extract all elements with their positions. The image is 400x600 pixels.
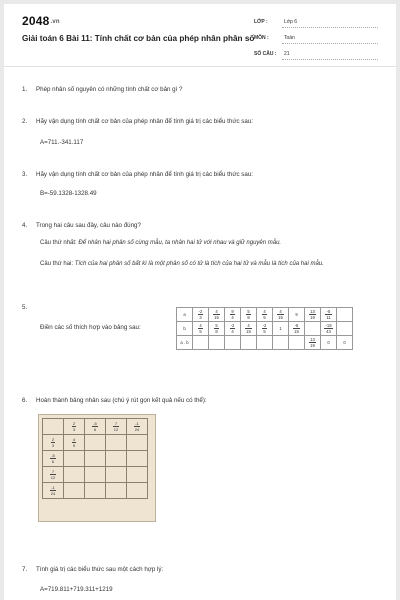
question-2-formula: A=711.-341.117 <box>40 139 84 146</box>
table-cell <box>43 419 64 435</box>
fill-table <box>176 307 353 350</box>
table-row <box>43 451 148 467</box>
table-cell <box>241 336 257 350</box>
fraction: $\frac{4}{5}$ <box>199 323 202 334</box>
question-5-text: Điền các số thích hợp vào bảng sau: <box>40 324 141 331</box>
table-cell: 0 <box>321 336 337 350</box>
table-row <box>43 419 148 435</box>
table-cell <box>321 308 337 322</box>
table-cell <box>225 322 241 336</box>
multiplication-table-image <box>38 414 156 522</box>
table-cell <box>106 419 127 435</box>
fraction: $\frac{-1}{24}$ <box>134 421 140 432</box>
table-cell <box>193 336 209 350</box>
table-cell <box>85 419 106 435</box>
table-row <box>43 435 148 451</box>
fraction: $\frac{-5}{11}$ <box>326 309 331 320</box>
table-row <box>43 467 148 483</box>
worksheet-page: 2048.vn Giải toán 6 Bài 11: Tính chất cơ bản của phép nhân phân số LỚP : Lớp 6 MÔN : Toán SỐ CÂU : 21 1. Phép nhân số nguyên có những tính chất cơ bản gì ? 2. Hãy vận dụng tính chất cơ bản của phép nhân để tính giá trị các biểu thức sau: A=711.-341.117 3. Hãy vận dụng tính chất cơ bản của phép nhân để tính giá trị các biểu thức sau: B=-59.1328-1328.49 4. Trong hai câu sau đây, câu nào đúng? Câu thứ nhất: Để nhân hai phân số cùng mẫu, ta nhân hai tử với nhau và giữ nguyên mẫu. Câu thứ hai: Tích của hai phân số bất kì là một phân số có tử là tích của hai tử và mẫu là tích của hai mẫu. 5. Điền các số thích hợp vào bảng sau: a $\frac{-2}{3}$ $\frac{4}{15}$ $\frac{9}{4}$ $\frac{5}{8}$ $\frac{4}{5}$ $\frac{4}{15}$ 9 $\frac{13}{19}$ $\frac{-5}{11}$ b $\frac{4}{5}$ $\frac{5}{8}$ $\frac{-2}{4}$ $\frac{4}{15}$ $\frac{-2}{5}$ 1 $\frac{-8}{15}$ $\frac{-19}{43}$ a . b $\frac{13}{19}$ 0 0 6. Hoàn thành bảng nhân sau (chú ý rút gọn kết quả nếu có thể): $\frac{2}{3}$ $\frac{-5}{6}$ $\frac{7}{12}$ $\frac{-1}{24}$ $\frac{2}{3}$ $\frac{4}{9}$ $\frac{-5}{6}$ $\frac{7}{12}$ $\frac{-1}{24}$ 7. Tính giá trị các biểu thức sau một cách hợp lý: A=719.811+719.311+1219 <box>4 4 396 600</box>
table-cell <box>209 322 225 336</box>
table-cell <box>209 336 225 350</box>
statement-2: Câu thứ hai: Tích của hai phân số bất kì là một phân số có tử là tích của hai tử và mẫu là tích của hai mẫu. <box>40 261 324 267</box>
table-cell: 0 <box>337 336 353 350</box>
table-cell <box>289 336 305 350</box>
question-3-formula: B=-59.1328-1328.49 <box>40 190 97 197</box>
fraction: $\frac{-2}{4}$ <box>230 323 235 334</box>
table-cell <box>85 483 106 499</box>
table-cell <box>289 322 305 336</box>
table-row-b: b $\frac{4}{5}$ $\frac{5}{8}$ $\frac{-2}{4}$ $\frac{4}{15}$ $\frac{-2}{5}$ 1 $\frac{-8}{15}$ $\frac{-19}{43}$ <box>177 322 353 336</box>
fraction: $\frac{4}{9}$ <box>72 437 76 448</box>
fraction: $\frac{13}{19}$ <box>310 309 315 320</box>
table-cell <box>273 308 289 322</box>
table-cell <box>85 467 106 483</box>
table-cell <box>127 483 148 499</box>
table-cell <box>337 308 353 322</box>
table-cell <box>43 435 64 451</box>
table-cell <box>209 308 225 322</box>
fraction: $\frac{-5}{6}$ <box>51 453 55 464</box>
table-cell <box>257 308 273 322</box>
table-cell <box>193 308 209 322</box>
table-cell <box>241 308 257 322</box>
table-cell <box>225 336 241 350</box>
table-cell <box>85 435 106 451</box>
table-cell <box>127 451 148 467</box>
table-cell <box>64 467 85 483</box>
table-cell <box>127 419 148 435</box>
table-cell <box>305 308 321 322</box>
table-cell <box>337 322 353 336</box>
fraction: $\frac{4}{5}$ <box>263 309 266 320</box>
table-cell <box>106 435 127 451</box>
table-cell <box>273 336 289 350</box>
table-cell <box>106 467 127 483</box>
table-cell <box>193 322 209 336</box>
table-cell <box>64 483 85 499</box>
fraction: $\frac{-2}{3}$ <box>198 309 203 320</box>
fraction: $\frac{2}{3}$ <box>51 437 55 448</box>
table-row-a: a $\frac{-2}{3}$ $\frac{4}{15}$ $\frac{9}{4}$ $\frac{5}{8}$ $\frac{4}{5}$ $\frac{4}{15}$ 9 $\frac{13}{19}$ $\frac{-5}{11}$ <box>177 308 353 322</box>
fraction: $\frac{2}{3}$ <box>72 421 76 432</box>
table-cell <box>127 435 148 451</box>
fraction: $\frac{-19}{43}$ <box>325 323 332 334</box>
meta-box <box>254 16 378 64</box>
table-cell <box>64 419 85 435</box>
table-cell <box>127 467 148 483</box>
fraction: $\frac{9}{4}$ <box>231 309 234 320</box>
table-cell <box>305 322 321 336</box>
table-cell <box>43 467 64 483</box>
table-cell <box>321 322 337 336</box>
table-cell <box>257 336 273 350</box>
table-cell <box>43 483 64 499</box>
question-7-formula: A=719.811+719.311+1219 <box>40 586 113 593</box>
site-logo[interactable]: 2048.vn <box>22 14 60 28</box>
fraction: $\frac{4}{15}$ <box>246 323 251 334</box>
fraction: $\frac{-2}{5}$ <box>262 323 267 334</box>
table-cell <box>85 451 106 467</box>
fraction: $\frac{5}{8}$ <box>215 323 218 334</box>
fraction: $\frac{7}{12}$ <box>113 421 119 432</box>
table-cell <box>106 451 127 467</box>
table-cell <box>225 308 241 322</box>
table-row <box>43 483 148 499</box>
fraction: $\frac{7}{12}$ <box>50 469 56 480</box>
table-cell <box>43 451 64 467</box>
fraction: $\frac{-1}{24}$ <box>50 485 56 496</box>
multiplication-table <box>42 418 148 499</box>
table-cell <box>241 322 257 336</box>
fraction: $\frac{4}{15}$ <box>278 309 283 320</box>
table-cell <box>305 336 321 350</box>
fraction: $\frac{5}{8}$ <box>247 309 250 320</box>
fraction: $\frac{-5}{6}$ <box>93 421 97 432</box>
meta-row-count: SỐ CÂU : 21 <box>254 48 378 64</box>
table-cell <box>64 451 85 467</box>
table-cell: 1 <box>273 322 289 336</box>
page-title: Giải toán 6 Bài 11: Tính chất cơ bản của phép nhân phân số <box>22 34 255 43</box>
fraction: $\frac{4}{15}$ <box>214 309 219 320</box>
fraction: $\frac{-8}{15}$ <box>294 323 299 334</box>
table-cell <box>64 435 85 451</box>
fraction: $\frac{13}{19}$ <box>310 337 315 348</box>
table-cell <box>257 322 273 336</box>
table-row-ab: a . b $\frac{13}{19}$ 0 0 <box>177 336 353 350</box>
meta-row-class: LỚP : Lớp 6 <box>254 16 378 32</box>
meta-row-subject: MÔN : Toán <box>254 32 378 48</box>
statement-1: Câu thứ nhất: Để nhân hai phân số cùng mẫu, ta nhân hai tử với nhau và giữ nguyên mẫu. <box>40 240 282 246</box>
table-cell: 9 <box>289 308 305 322</box>
table-cell <box>106 483 127 499</box>
page-header <box>4 4 396 67</box>
